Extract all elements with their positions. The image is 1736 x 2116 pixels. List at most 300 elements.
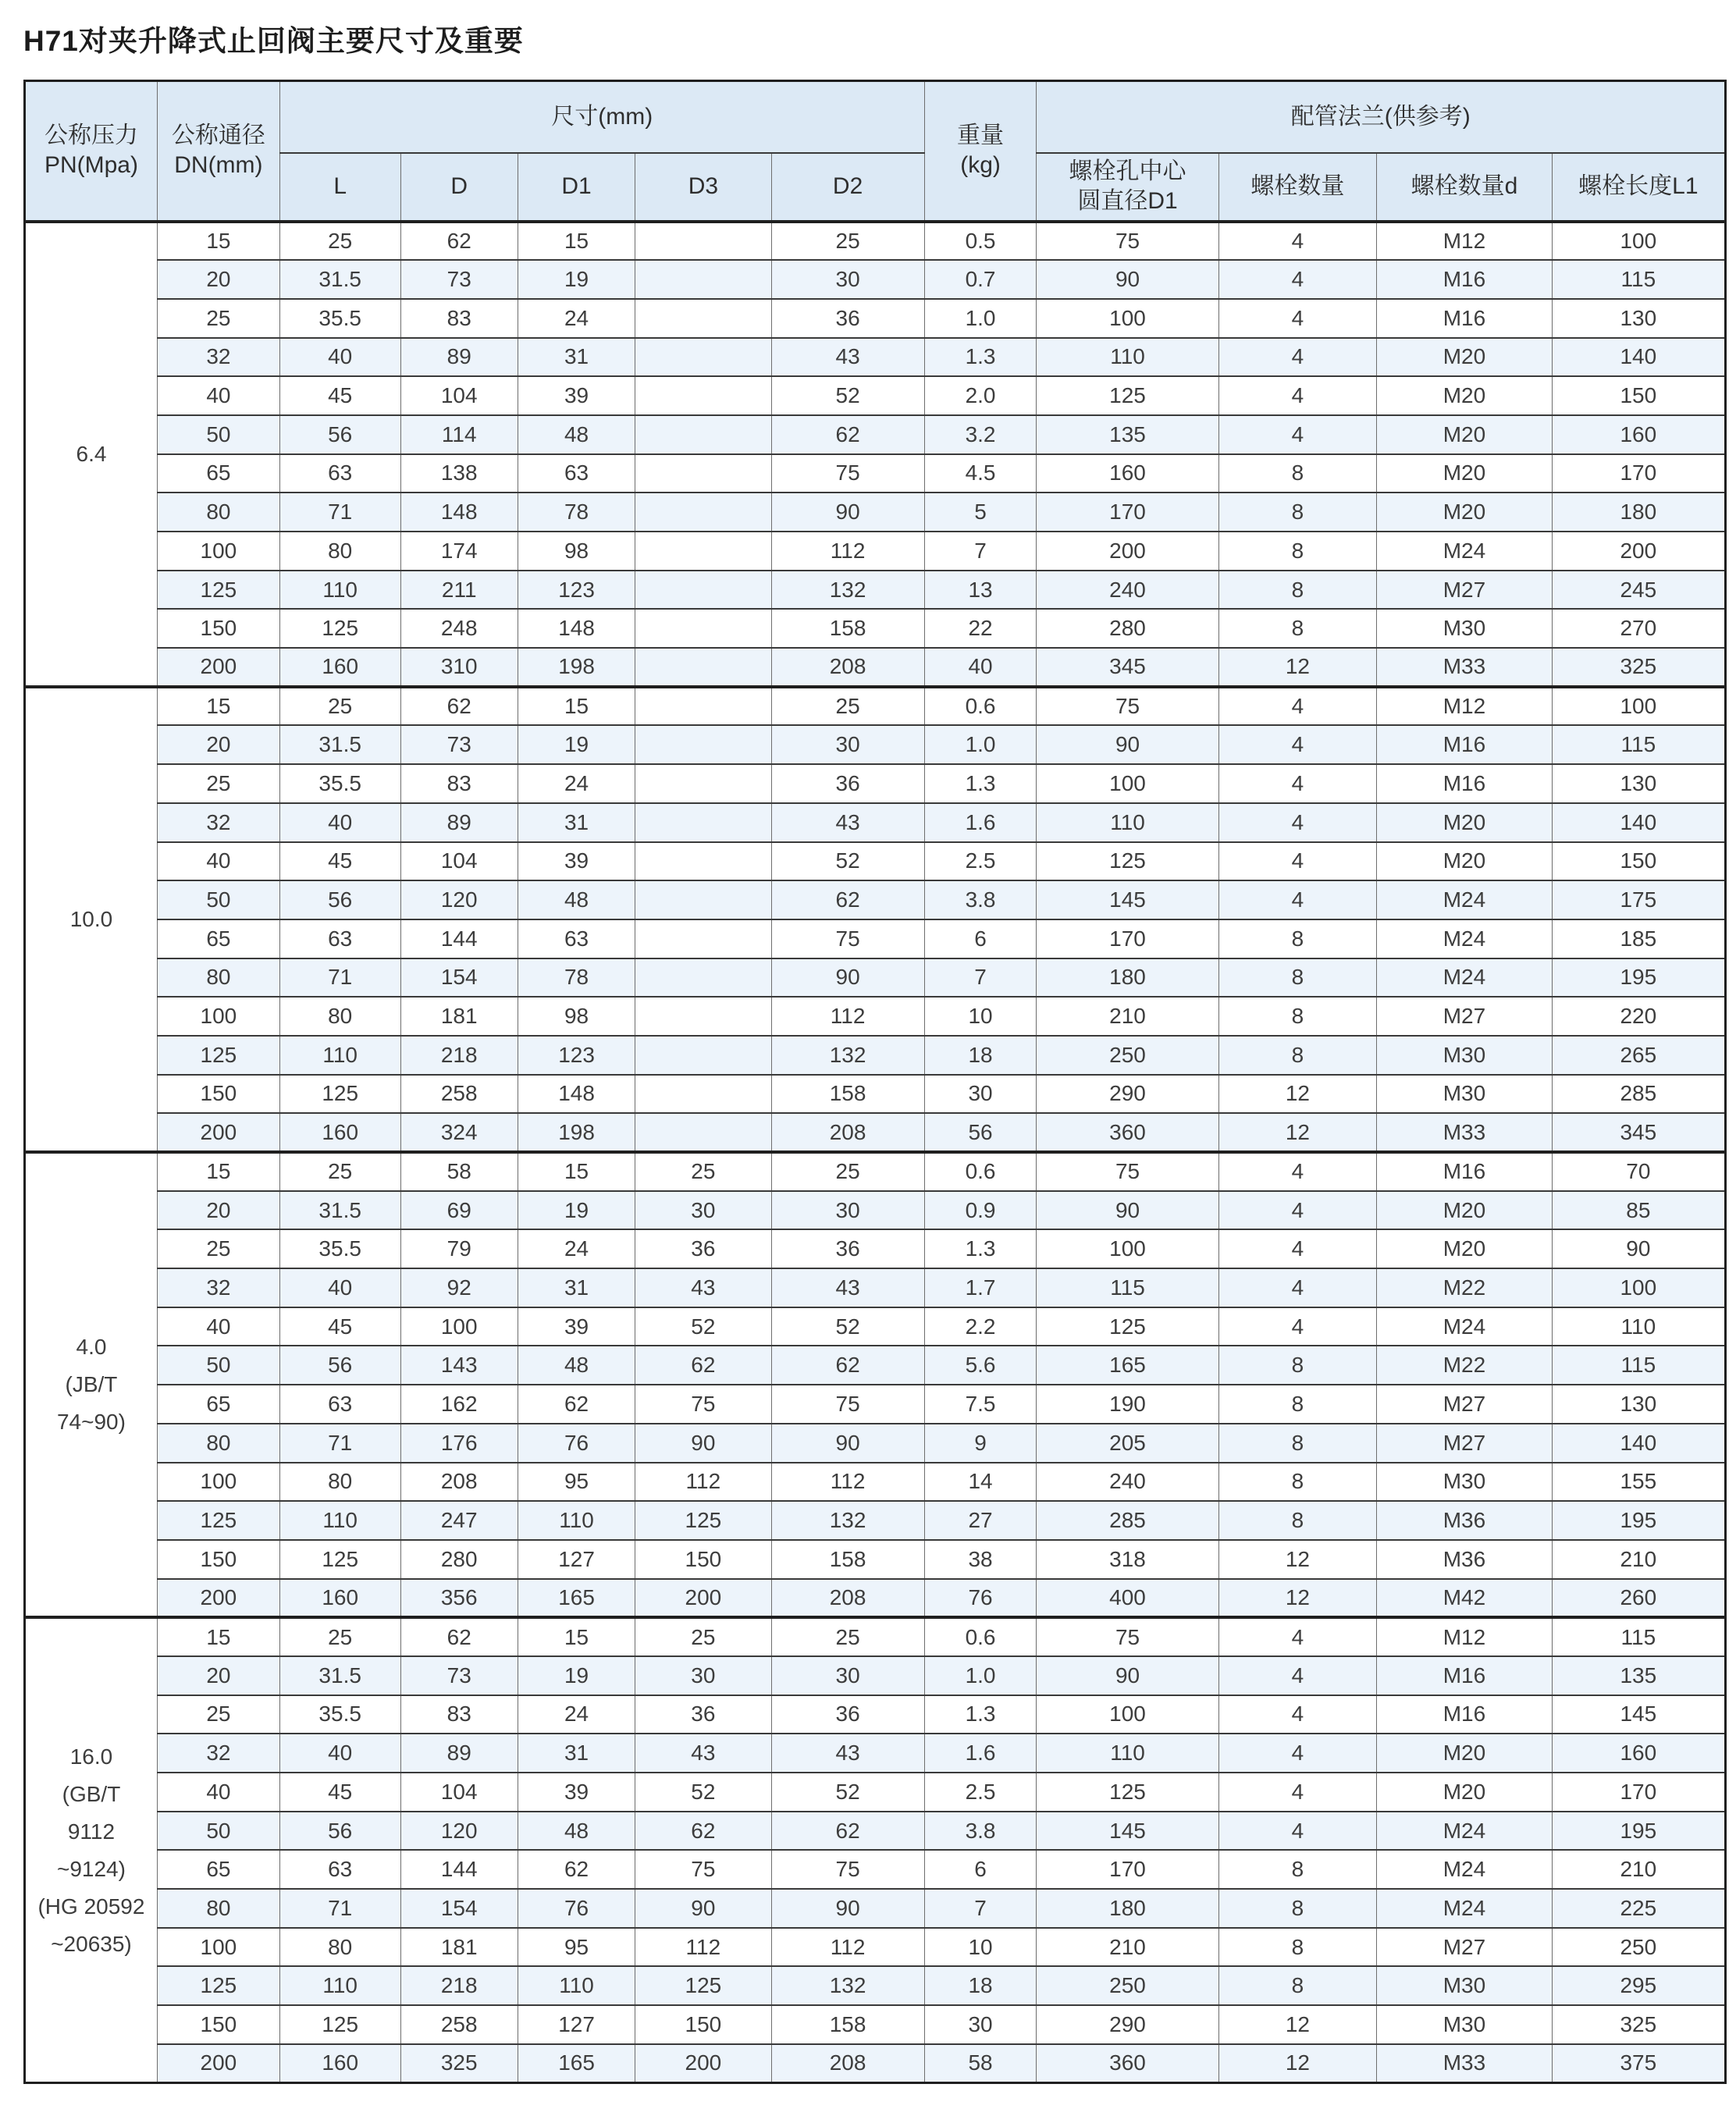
- table-cell: 5.6: [924, 1346, 1037, 1385]
- header-col-bolt-size: 螺栓数量d: [1377, 153, 1552, 222]
- table-cell: 180: [1037, 1889, 1218, 1928]
- table-cell: [635, 299, 771, 338]
- table-cell: 4: [1218, 1229, 1377, 1268]
- table-cell: 50: [157, 1812, 279, 1851]
- table-row: [25, 1036, 1726, 1075]
- table-cell: 36: [771, 764, 924, 803]
- table-cell: 35.5: [279, 1695, 400, 1734]
- table-cell: 8: [1218, 919, 1377, 958]
- table-cell: 198: [518, 1113, 635, 1152]
- table-cell: 8: [1218, 1928, 1377, 1967]
- table-cell: 100: [1037, 1695, 1218, 1734]
- table-cell: 144: [400, 1850, 518, 1889]
- header-col-D3: D3: [635, 153, 771, 222]
- table-cell: 31.5: [279, 260, 400, 299]
- table-cell: 45: [279, 1773, 400, 1812]
- table-cell: M16: [1377, 725, 1552, 764]
- table-cell: 52: [635, 1307, 771, 1346]
- table-cell: 0.6: [924, 1152, 1037, 1191]
- table-cell: 75: [635, 1385, 771, 1424]
- table-cell: 8: [1218, 1463, 1377, 1502]
- table-cell: 63: [279, 919, 400, 958]
- table-cell: 180: [1552, 493, 1725, 532]
- table-cell: 150: [635, 1540, 771, 1579]
- table-cell: 25: [635, 1617, 771, 1656]
- table-cell: 2.2: [924, 1307, 1037, 1346]
- table-cell: 52: [771, 1307, 924, 1346]
- table-cell: M24: [1377, 1850, 1552, 1889]
- table-cell: 112: [635, 1463, 771, 1502]
- table-cell: 375: [1552, 2044, 1725, 2083]
- table-row: [25, 648, 1726, 687]
- table-cell: 8: [1218, 1889, 1377, 1928]
- table-cell: 150: [635, 2005, 771, 2044]
- table-cell: [635, 532, 771, 571]
- table-row: [25, 1850, 1726, 1889]
- table-cell: 2.0: [924, 376, 1037, 415]
- dimensions-table: [23, 80, 1727, 2084]
- table-cell: [635, 842, 771, 881]
- table-cell: 63: [518, 454, 635, 493]
- table-cell: 89: [400, 803, 518, 842]
- table-cell: 170: [1552, 454, 1725, 493]
- table-cell: 40: [157, 376, 279, 415]
- table-cell: 83: [400, 1695, 518, 1734]
- table-cell: 75: [771, 1850, 924, 1889]
- table-cell: [635, 648, 771, 687]
- table-cell: 95: [518, 1463, 635, 1502]
- table-cell: 75: [771, 1385, 924, 1424]
- pressure-group-label: 16.0 (GB/T 9112 ~9124) (HG 20592 ~20635): [25, 1617, 158, 2082]
- table-cell: 90: [771, 1424, 924, 1463]
- table-cell: 30: [771, 1191, 924, 1230]
- table-cell: 31: [518, 1734, 635, 1773]
- table-cell: 175: [1552, 880, 1725, 919]
- table-cell: 12: [1218, 1113, 1377, 1152]
- table-cell: 112: [771, 1463, 924, 1502]
- table-cell: 65: [157, 919, 279, 958]
- table-cell: 154: [400, 1889, 518, 1928]
- table-cell: 62: [400, 1617, 518, 1656]
- table-cell: 170: [1552, 1773, 1725, 1812]
- table-cell: 78: [518, 493, 635, 532]
- table-cell: 258: [400, 2005, 518, 2044]
- table-cell: 90: [771, 493, 924, 532]
- table-cell: 75: [771, 454, 924, 493]
- table-cell: 36: [771, 299, 924, 338]
- table-cell: 104: [400, 1773, 518, 1812]
- table-cell: 79: [400, 1229, 518, 1268]
- table-cell: 43: [771, 1734, 924, 1773]
- table-cell: 75: [1037, 1152, 1218, 1191]
- table-cell: 75: [771, 919, 924, 958]
- table-cell: 90: [1037, 1656, 1218, 1695]
- table-cell: 150: [157, 2005, 279, 2044]
- table-cell: 71: [279, 958, 400, 998]
- table-cell: 125: [635, 1501, 771, 1540]
- table-cell: 4: [1218, 260, 1377, 299]
- table-cell: M20: [1377, 415, 1552, 454]
- table-cell: 8: [1218, 1385, 1377, 1424]
- table-cell: M12: [1377, 687, 1552, 726]
- table-cell: 115: [1552, 1617, 1725, 1656]
- table-cell: 210: [1552, 1540, 1725, 1579]
- table-cell: 31: [518, 803, 635, 842]
- table-cell: 65: [157, 1385, 279, 1424]
- table-cell: 165: [518, 1579, 635, 1618]
- table-cell: 90: [635, 1424, 771, 1463]
- table-cell: 150: [1552, 376, 1725, 415]
- table-cell: 71: [279, 1424, 400, 1463]
- header-col-bolt-qty: 螺栓数量: [1218, 153, 1377, 222]
- table-cell: 125: [157, 1501, 279, 1540]
- table-cell: 43: [771, 1268, 924, 1307]
- table-cell: 62: [518, 1385, 635, 1424]
- table-cell: 4: [1218, 1812, 1377, 1851]
- table-cell: 83: [400, 764, 518, 803]
- table-cell: 56: [279, 1346, 400, 1385]
- table-cell: 400: [1037, 1579, 1218, 1618]
- table-cell: 145: [1037, 1812, 1218, 1851]
- table-cell: 160: [1552, 1734, 1725, 1773]
- table-cell: 143: [400, 1346, 518, 1385]
- table-cell: 40: [157, 842, 279, 881]
- table-cell: 115: [1552, 260, 1725, 299]
- table-cell: 36: [771, 1695, 924, 1734]
- table-cell: 8: [1218, 454, 1377, 493]
- table-cell: 1.0: [924, 725, 1037, 764]
- table-cell: M20: [1377, 803, 1552, 842]
- header-col-L: L: [279, 153, 400, 222]
- table-cell: 9: [924, 1424, 1037, 1463]
- table-cell: [635, 803, 771, 842]
- table-cell: 176: [400, 1424, 518, 1463]
- table-cell: 39: [518, 376, 635, 415]
- table-cell: [635, 376, 771, 415]
- table-cell: 40: [924, 648, 1037, 687]
- table-cell: 150: [1552, 842, 1725, 881]
- table-cell: 32: [157, 338, 279, 377]
- table-cell: 12: [1218, 2005, 1377, 2044]
- table-cell: 8: [1218, 571, 1377, 610]
- table-cell: 8: [1218, 493, 1377, 532]
- table-row: [25, 1229, 1726, 1268]
- table-cell: 48: [518, 1812, 635, 1851]
- table-cell: 135: [1552, 1656, 1725, 1695]
- table-cell: 8: [1218, 1850, 1377, 1889]
- table-cell: 1.3: [924, 764, 1037, 803]
- table-cell: 19: [518, 1191, 635, 1230]
- table-row: [25, 415, 1726, 454]
- table-cell: 140: [1552, 338, 1725, 377]
- table-cell: 150: [157, 1075, 279, 1114]
- table-cell: 125: [635, 1966, 771, 2005]
- table-cell: 12: [1218, 1579, 1377, 1618]
- table-cell: 73: [400, 725, 518, 764]
- table-cell: 25: [157, 299, 279, 338]
- table-cell: 115: [1552, 1346, 1725, 1385]
- table-cell: 15: [518, 1152, 635, 1191]
- table-cell: [635, 919, 771, 958]
- table-cell: M27: [1377, 1928, 1552, 1967]
- table-cell: 50: [157, 880, 279, 919]
- table-cell: 15: [518, 1617, 635, 1656]
- table-cell: 52: [771, 376, 924, 415]
- table-cell: 39: [518, 1773, 635, 1812]
- table-cell: 2.5: [924, 1773, 1037, 1812]
- table-cell: 100: [400, 1307, 518, 1346]
- table-cell: M30: [1377, 1463, 1552, 1502]
- table-cell: 30: [771, 725, 924, 764]
- table-cell: 155: [1552, 1463, 1725, 1502]
- table-cell: 4: [1218, 415, 1377, 454]
- table-cell: M30: [1377, 609, 1552, 648]
- table-row: [25, 1966, 1726, 2005]
- table-cell: M30: [1377, 2005, 1552, 2044]
- table-row: [25, 1113, 1726, 1152]
- header-weight: 重量 (kg): [924, 81, 1037, 222]
- table-cell: M24: [1377, 1812, 1552, 1851]
- table-cell: 32: [157, 803, 279, 842]
- table-cell: 132: [771, 571, 924, 610]
- table-cell: 90: [771, 1889, 924, 1928]
- table-cell: 218: [400, 1036, 518, 1075]
- table-cell: 248: [400, 609, 518, 648]
- table-cell: 7: [924, 1889, 1037, 1928]
- table-cell: 280: [400, 1540, 518, 1579]
- table-cell: M16: [1377, 299, 1552, 338]
- table-row: [25, 842, 1726, 881]
- table-cell: 25: [157, 1695, 279, 1734]
- table-cell: M27: [1377, 571, 1552, 610]
- table-cell: 145: [1552, 1695, 1725, 1734]
- table-cell: 15: [157, 1152, 279, 1191]
- table-cell: 120: [400, 1812, 518, 1851]
- table-cell: 160: [279, 1113, 400, 1152]
- table-cell: 40: [157, 1773, 279, 1812]
- table-cell: 71: [279, 1889, 400, 1928]
- table-cell: 90: [771, 958, 924, 998]
- table-cell: 36: [771, 1229, 924, 1268]
- table-cell: 25: [157, 1229, 279, 1268]
- table-cell: 4: [1218, 1773, 1377, 1812]
- table-cell: 30: [635, 1656, 771, 1695]
- table-cell: 140: [1552, 803, 1725, 842]
- table-cell: 112: [771, 532, 924, 571]
- table-cell: 200: [635, 1579, 771, 1618]
- table-cell: 170: [1037, 1850, 1218, 1889]
- table-cell: 31.5: [279, 1656, 400, 1695]
- table-cell: [635, 571, 771, 610]
- table-cell: 148: [518, 609, 635, 648]
- table-cell: 43: [635, 1268, 771, 1307]
- table-cell: 1.0: [924, 1656, 1037, 1695]
- table-cell: M20: [1377, 1773, 1552, 1812]
- table-cell: 73: [400, 1656, 518, 1695]
- table-cell: 160: [279, 2044, 400, 2083]
- table-cell: 0.7: [924, 260, 1037, 299]
- table-cell: 4: [1218, 842, 1377, 881]
- table-cell: 45: [279, 1307, 400, 1346]
- table-cell: 98: [518, 532, 635, 571]
- table-cell: 1.6: [924, 803, 1037, 842]
- table-cell: 100: [1037, 764, 1218, 803]
- table-row: [25, 880, 1726, 919]
- table-cell: 15: [518, 222, 635, 261]
- table-cell: 290: [1037, 2005, 1218, 2044]
- table-cell: 63: [279, 1385, 400, 1424]
- table-cell: 110: [1037, 338, 1218, 377]
- table-cell: 15: [157, 222, 279, 261]
- table-cell: [635, 260, 771, 299]
- header-row-columns: [25, 153, 1726, 222]
- table-cell: 0.9: [924, 1191, 1037, 1230]
- table-cell: M33: [1377, 2044, 1552, 2083]
- table-cell: 110: [279, 1966, 400, 2005]
- table-cell: 4: [1218, 725, 1377, 764]
- table-cell: M33: [1377, 1113, 1552, 1152]
- table-row: [25, 764, 1726, 803]
- table-cell: 1.6: [924, 1734, 1037, 1773]
- pressure-group-label: 6.4: [25, 222, 158, 687]
- table-cell: 56: [924, 1113, 1037, 1152]
- table-cell: 18: [924, 1966, 1037, 2005]
- table-cell: 125: [1037, 376, 1218, 415]
- pressure-group-label: 10.0: [25, 687, 158, 1152]
- table-row: [25, 725, 1726, 764]
- table-row: [25, 1656, 1726, 1695]
- table-cell: 24: [518, 299, 635, 338]
- table-cell: [635, 338, 771, 377]
- table-cell: 12: [1218, 1075, 1377, 1114]
- table-cell: 31.5: [279, 1191, 400, 1230]
- table-row: [25, 1617, 1726, 1656]
- table-cell: 112: [771, 1928, 924, 1967]
- table-cell: 218: [400, 1966, 518, 2005]
- table-cell: 4: [1218, 803, 1377, 842]
- table-cell: 62: [400, 222, 518, 261]
- table-row: [25, 2044, 1726, 2083]
- table-cell: 100: [157, 1463, 279, 1502]
- table-cell: 104: [400, 842, 518, 881]
- table-cell: [635, 958, 771, 998]
- table-cell: 20: [157, 725, 279, 764]
- table-cell: 25: [279, 222, 400, 261]
- table-row: [25, 376, 1726, 415]
- table-cell: 8: [1218, 1424, 1377, 1463]
- table-cell: 200: [157, 2044, 279, 2083]
- table-cell: 220: [1552, 997, 1725, 1036]
- table-cell: 39: [518, 842, 635, 881]
- table-cell: 181: [400, 997, 518, 1036]
- table-cell: M12: [1377, 222, 1552, 261]
- table-cell: M16: [1377, 1152, 1552, 1191]
- table-cell: 1.3: [924, 338, 1037, 377]
- table-cell: 130: [1552, 299, 1725, 338]
- table-cell: 31.5: [279, 725, 400, 764]
- table-cell: 208: [771, 2044, 924, 2083]
- table-cell: M27: [1377, 1385, 1552, 1424]
- table-cell: 48: [518, 415, 635, 454]
- table-cell: 20: [157, 260, 279, 299]
- table-cell: 200: [157, 648, 279, 687]
- table-cell: 110: [1552, 1307, 1725, 1346]
- table-cell: [635, 997, 771, 1036]
- table-cell: [635, 1036, 771, 1075]
- table-cell: 4: [1218, 1268, 1377, 1307]
- table-cell: M33: [1377, 648, 1552, 687]
- table-cell: 1.7: [924, 1268, 1037, 1307]
- table-cell: 100: [157, 532, 279, 571]
- table-cell: 90: [1037, 260, 1218, 299]
- table-cell: 65: [157, 454, 279, 493]
- table-cell: 8: [1218, 958, 1377, 998]
- table-cell: 158: [771, 609, 924, 648]
- table-cell: 100: [1552, 222, 1725, 261]
- table-cell: 324: [400, 1113, 518, 1152]
- table-cell: 90: [635, 1889, 771, 1928]
- table-cell: 290: [1037, 1075, 1218, 1114]
- pressure-group-label: 4.0 (JB/T 74~90): [25, 1152, 158, 1617]
- table-cell: 270: [1552, 609, 1725, 648]
- table-cell: 4: [1218, 299, 1377, 338]
- table-cell: 24: [518, 1229, 635, 1268]
- table-cell: 185: [1552, 919, 1725, 958]
- table-cell: 211: [400, 571, 518, 610]
- table-row: [25, 222, 1726, 261]
- table-row: [25, 1579, 1726, 1618]
- header-col-D1: D1: [518, 153, 635, 222]
- table-cell: 130: [1552, 764, 1725, 803]
- table-cell: 89: [400, 338, 518, 377]
- table-cell: 62: [635, 1346, 771, 1385]
- table-cell: 83: [400, 299, 518, 338]
- table-row: [25, 958, 1726, 998]
- table-cell: 52: [635, 1773, 771, 1812]
- table-cell: 285: [1037, 1501, 1218, 1540]
- table-row: [25, 1385, 1726, 1424]
- table-cell: 225: [1552, 1889, 1725, 1928]
- table-cell: 148: [400, 493, 518, 532]
- table-cell: 100: [157, 1928, 279, 1967]
- table-cell: 130: [1552, 1385, 1725, 1424]
- table-row: [25, 1152, 1726, 1191]
- table-cell: 4: [1218, 1656, 1377, 1695]
- table-cell: 0.5: [924, 222, 1037, 261]
- table-cell: 8: [1218, 997, 1377, 1036]
- table-cell: 56: [279, 415, 400, 454]
- table-cell: 31: [518, 1268, 635, 1307]
- table-cell: 73: [400, 260, 518, 299]
- table-row: [25, 1812, 1726, 1851]
- table-cell: 48: [518, 880, 635, 919]
- table-cell: 40: [279, 803, 400, 842]
- table-cell: M22: [1377, 1346, 1552, 1385]
- table-cell: 158: [771, 2005, 924, 2044]
- table-cell: 1.3: [924, 1229, 1037, 1268]
- table-cell: 69: [400, 1191, 518, 1230]
- table-cell: 80: [279, 1928, 400, 1967]
- table-cell: 76: [518, 1889, 635, 1928]
- table-cell: 110: [279, 1036, 400, 1075]
- table-cell: M20: [1377, 454, 1552, 493]
- table-cell: [635, 222, 771, 261]
- table-cell: 71: [279, 493, 400, 532]
- table-cell: 4: [1218, 338, 1377, 377]
- table-cell: 62: [635, 1812, 771, 1851]
- table-cell: [635, 454, 771, 493]
- table-cell: [635, 415, 771, 454]
